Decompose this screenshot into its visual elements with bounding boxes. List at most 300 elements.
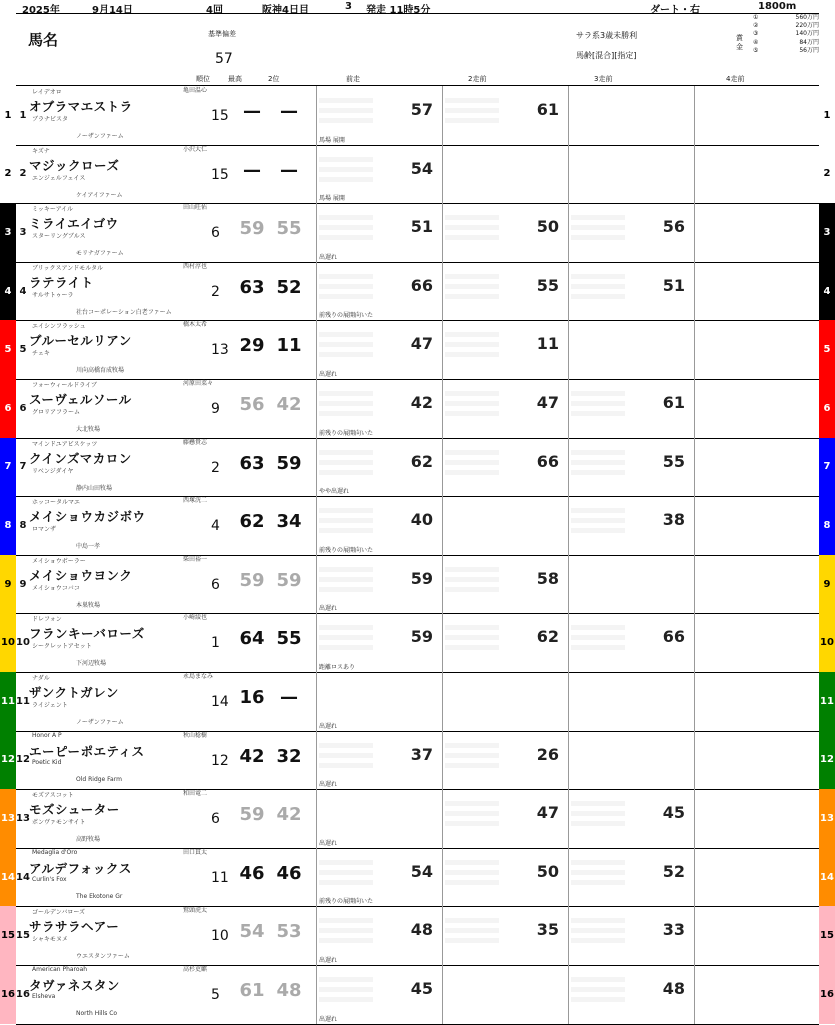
second-score: 59 — [276, 569, 302, 591]
past-race-detail — [571, 215, 625, 241]
side-number: 1 — [0, 86, 16, 145]
past-race-score: 55 — [662, 451, 685, 471]
horse-row — [16, 789, 819, 849]
side-number: 2 — [819, 145, 835, 204]
horse-number: 7 — [19, 461, 27, 473]
past-race-detail — [445, 215, 499, 241]
second-score: 34 — [276, 511, 302, 533]
horse-dam: Poetic Kid — [32, 758, 62, 766]
horse-number: 13 — [16, 812, 30, 824]
side-number: 13 — [819, 789, 835, 848]
past-race-score: 38 — [662, 510, 685, 530]
best-score: 62 — [239, 511, 265, 533]
horse-dam: ブラナビスタ — [32, 116, 69, 123]
past-race-1 — [316, 262, 443, 321]
horse-number: 3 — [19, 226, 27, 238]
past-race-2 — [442, 613, 569, 672]
horse-breeder: 社台コーポレーション白老ファーム — [76, 308, 172, 316]
side-number: 16 — [819, 965, 835, 1024]
past-race-score: 37 — [410, 744, 433, 764]
horse-number: 8 — [19, 519, 27, 531]
horse-dam: エンジェルフェイス — [32, 174, 86, 182]
jockey-name: 高杉吏麒 — [183, 966, 208, 973]
horse-sire: ホッコータルマエ — [32, 499, 81, 507]
horse-row — [16, 848, 819, 908]
side-number: 7 — [0, 438, 16, 497]
past-race-3 — [568, 965, 695, 1024]
past-race-3 — [568, 203, 695, 262]
jockey-name: 和田竜二 — [183, 790, 208, 798]
prize-item: ③ 140万円 — [753, 30, 819, 38]
horse-row — [16, 86, 819, 146]
second-score: 59 — [276, 452, 302, 474]
horse-row — [16, 965, 819, 1025]
horse-name: クインズマカロン — [29, 450, 132, 466]
past-race-1 — [316, 672, 443, 731]
past-race-detail — [319, 450, 373, 476]
past-race-detail — [319, 977, 373, 1003]
past-race-detail — [571, 391, 625, 417]
best-score: 59 — [239, 804, 265, 826]
past-race-detail — [445, 332, 499, 358]
rank-value: 6 — [211, 811, 220, 828]
past-race-3 — [568, 555, 695, 614]
rank-value: 10 — [211, 928, 229, 945]
past-race-score: 61 — [536, 100, 559, 119]
past-race-detail — [319, 332, 373, 358]
side-number: 9 — [819, 555, 835, 614]
horse-name: エーピーポエティス — [29, 743, 145, 759]
horse-number: 11 — [16, 695, 30, 707]
best-score: 63 — [239, 276, 265, 298]
past-race-4 — [694, 672, 819, 731]
weight-value: 57 — [215, 51, 233, 67]
horse-sire: ナダル — [32, 675, 50, 682]
past-race-detail — [445, 450, 499, 476]
horse-sire: ゴールデンバローズ — [32, 909, 86, 917]
horse-dam: スターリングブルス — [32, 233, 86, 241]
past-race-score: 45 — [410, 979, 433, 998]
side-number: 7 — [819, 438, 835, 497]
prev2-label: 2走前 — [468, 75, 487, 83]
past-race-1 — [316, 613, 443, 672]
second-score: 46 — [276, 862, 302, 884]
horse-name: ザンクトガレン — [29, 685, 119, 700]
second-score: — — [280, 687, 298, 708]
name-column-label: 馬名 — [28, 31, 59, 49]
horse-name: モズシューター — [29, 802, 120, 818]
past-race-2 — [442, 672, 569, 731]
past-race-1 — [316, 906, 443, 965]
race-round: 4回 — [206, 5, 223, 16]
past-race-comment: 出遅れ — [319, 956, 338, 964]
horse-dam: Curlin's Fox — [32, 875, 67, 883]
past-race-2 — [442, 731, 569, 790]
horse-breeder: ノーザンファーム — [76, 719, 124, 726]
best-score: 64 — [239, 628, 265, 650]
side-number: 4 — [0, 262, 16, 321]
past-race-score: 48 — [410, 920, 433, 940]
horse-sire: エイシンフラッシュ — [32, 323, 86, 331]
jockey-name: 藤懸貴志 — [183, 438, 208, 446]
past-race-3 — [568, 262, 695, 321]
horse-name: フランキーバローズ — [29, 626, 145, 642]
side-number: 13 — [0, 789, 16, 848]
horse-row — [16, 613, 819, 673]
past-race-detail — [445, 801, 499, 827]
past-race-score: 62 — [536, 627, 559, 647]
past-race-comment: 出遅れ — [319, 370, 338, 378]
past-race-score: 66 — [662, 627, 685, 647]
past-race-2 — [442, 789, 569, 848]
second-score: 42 — [276, 804, 302, 826]
past-race-detail — [571, 977, 625, 1003]
horse-dam: サルサトゥーラ — [32, 291, 74, 299]
side-number: 3 — [0, 203, 16, 262]
past-race-detail — [319, 918, 373, 944]
horse-breeder: Old Ridge Farm — [76, 775, 122, 783]
past-race-2 — [442, 965, 569, 1024]
past-race-comment: 前残りの展開向いた — [319, 898, 374, 906]
past-race-4 — [694, 262, 819, 321]
past-race-score: 47 — [536, 393, 559, 412]
horse-breeder: ウエスタンファーム — [76, 953, 130, 961]
past-race-2 — [442, 203, 569, 262]
past-race-detail — [571, 508, 625, 534]
race-number: 3 — [345, 1, 352, 12]
horse-dam: ボンヴァモンサイト — [32, 819, 86, 827]
prize-item: ① 560万円 — [753, 14, 819, 21]
past-race-4 — [694, 320, 819, 379]
side-number: 12 — [0, 731, 16, 790]
horse-name: アルデフォックス — [29, 860, 132, 876]
rank-value: 2 — [211, 283, 220, 300]
past-race-4 — [694, 379, 819, 438]
past-race-detail — [571, 918, 625, 944]
past-race-detail — [445, 567, 499, 593]
horse-breeder: 川向高橋育成牧場 — [76, 367, 125, 375]
past-race-score: 54 — [410, 158, 433, 178]
past-race-comment: 馬場 展開 — [319, 195, 345, 203]
horse-number: 15 — [16, 930, 30, 942]
best-score: — — [243, 101, 261, 122]
past-race-score: 59 — [410, 568, 433, 588]
past-race-score: 61 — [662, 393, 685, 412]
side-number: 14 — [0, 848, 16, 907]
past-race-2 — [442, 320, 569, 379]
second-score: 53 — [276, 921, 302, 943]
past-race-comment: 前残りの展開向いた — [319, 429, 374, 437]
past-race-score: 26 — [536, 744, 559, 764]
past-race-3 — [568, 438, 695, 497]
horse-dam: チェキ — [32, 350, 50, 358]
horse-dam: リベンジダイヤ — [32, 467, 74, 475]
jockey-name: 橋木太希 — [183, 321, 208, 329]
horse-sire: ブリックスアンドモルタル — [32, 264, 103, 272]
past-race-3 — [568, 613, 695, 672]
horse-row — [16, 203, 819, 263]
past-race-detail — [571, 274, 625, 300]
race-venue: 阪神4日目 — [262, 5, 309, 16]
past-race-2 — [442, 906, 569, 965]
rank-value: 6 — [211, 576, 220, 593]
jockey-name: 秋山稔樹 — [183, 731, 208, 739]
side-number: 5 — [819, 320, 835, 379]
horse-dam: ライジェント — [32, 702, 68, 709]
past-race-score: 35 — [536, 920, 559, 940]
horse-breeder: 大北牧場 — [76, 426, 101, 433]
rank-value: 2 — [211, 459, 220, 476]
horse-dam: メイショウコバコ — [32, 584, 80, 592]
horse-breeder: 高野牧場 — [76, 836, 101, 844]
jockey-name: 田山旺佑 — [183, 204, 208, 212]
prev3-label: 3走前 — [594, 75, 613, 83]
past-race-1 — [316, 848, 443, 907]
past-race-score: 50 — [536, 861, 559, 881]
past-race-detail — [319, 625, 373, 651]
side-number: 16 — [0, 965, 16, 1024]
race-header-bar — [0, 0, 835, 14]
side-number: 2 — [0, 145, 16, 204]
past-race-4 — [694, 731, 819, 790]
past-race-score: 48 — [662, 979, 685, 998]
past-race-score: 47 — [410, 334, 433, 354]
rank-value: 12 — [211, 752, 229, 769]
rank-value: 11 — [211, 869, 229, 886]
second-label: 2位 — [268, 75, 280, 83]
past-race-comment: 出遅れ — [319, 605, 338, 613]
jockey-name: 小沢大仁 — [183, 145, 208, 153]
horse-number: 6 — [19, 402, 27, 414]
side-number: 8 — [0, 496, 16, 555]
prize-item: ⑤ 56万円 — [753, 46, 819, 54]
past-race-3 — [568, 848, 695, 907]
best-score: 54 — [239, 921, 265, 943]
past-race-comment: 出遅れ — [319, 253, 338, 261]
side-number: 15 — [0, 906, 16, 965]
past-race-3 — [568, 320, 695, 379]
horse-name: マジックローズ — [29, 157, 120, 173]
second-score: 11 — [276, 335, 302, 357]
past-race-detail — [445, 918, 499, 944]
rank-label: 順位 — [196, 75, 210, 83]
horse-sire: American Pharoah — [32, 966, 88, 973]
past-race-detail — [319, 391, 373, 417]
past-race-comment: 出遅れ — [319, 1015, 338, 1023]
horse-sire: マインドユアビスケッツ — [32, 440, 98, 448]
past-race-comment: 出遅れ — [319, 722, 338, 730]
past-race-4 — [694, 496, 819, 555]
rank-value: 4 — [211, 518, 220, 535]
past-race-2 — [442, 86, 569, 145]
jockey-name: 亀田温心 — [183, 87, 208, 94]
past-race-detail — [319, 98, 373, 124]
past-race-score: 56 — [662, 217, 685, 237]
horse-breeder: 本巣牧場 — [76, 601, 101, 609]
horse-sire: Medaglia d'Oro — [32, 848, 78, 856]
horse-dam: Elsheva — [32, 993, 56, 1000]
horse-dam: ロマンザ — [32, 526, 57, 534]
jockey-name: 柴田裕一 — [183, 555, 208, 563]
side-number: 4 — [819, 262, 835, 321]
jockey-name: 鷲頭虎太 — [183, 907, 208, 915]
horse-number: 16 — [16, 988, 30, 1000]
side-number: 6 — [819, 379, 835, 438]
race-conditions: 馬齢[混合][指定] — [576, 51, 637, 60]
past-race-detail — [445, 98, 499, 124]
horse-row — [16, 555, 819, 615]
horse-name: ブルーセルリアン — [29, 333, 132, 349]
side-number: 10 — [819, 613, 835, 672]
best-score: 61 — [239, 980, 265, 1001]
past-race-1 — [316, 496, 443, 555]
past-race-1 — [316, 731, 443, 790]
horse-breeder: 中島一孝 — [76, 543, 101, 551]
horse-number: 10 — [16, 637, 30, 649]
past-race-comment: 出遅れ — [319, 781, 338, 789]
best-score: 59 — [239, 569, 265, 591]
horse-row — [16, 731, 819, 791]
horse-sire: レイデオロ — [32, 89, 62, 96]
distance: 1800m — [758, 1, 797, 12]
best-score: 29 — [239, 335, 265, 357]
past-race-detail — [319, 215, 373, 241]
past-race-score: 52 — [662, 861, 685, 881]
jockey-name: 永島まなみ — [183, 673, 214, 680]
table-header — [16, 14, 819, 86]
horse-row — [16, 496, 819, 556]
horse-name: ラテライト — [29, 274, 94, 290]
past-race-detail — [319, 743, 373, 769]
second-score: 42 — [276, 394, 302, 415]
past-race-detail — [571, 450, 625, 476]
prev-label: 前走 — [346, 75, 360, 83]
past-race-2 — [442, 145, 569, 204]
course-type: ダート・右 — [650, 5, 700, 16]
horse-breeder: ケイアイファーム — [76, 191, 123, 199]
jockey-name: 田口貫太 — [183, 848, 208, 856]
second-score: 55 — [276, 218, 302, 240]
past-race-detail — [319, 274, 373, 300]
past-race-comment: 距離ロスあり — [319, 663, 356, 671]
past-race-comment: 出遅れ — [319, 839, 338, 847]
horse-row — [16, 672, 819, 732]
second-score: 48 — [276, 980, 302, 1001]
past-race-4 — [694, 613, 819, 672]
past-race-2 — [442, 438, 569, 497]
horse-row — [16, 145, 819, 205]
side-number: 14 — [819, 848, 835, 907]
horse-number: 1 — [19, 109, 27, 121]
second-score: 52 — [276, 276, 302, 298]
past-race-score: 42 — [410, 393, 433, 412]
horse-row — [16, 262, 819, 322]
horse-name: スーヴェルソール — [29, 392, 132, 407]
rank-value: 15 — [211, 166, 229, 183]
race-class: サラ系3歳未勝利 — [576, 31, 638, 40]
past-race-3 — [568, 86, 695, 145]
horse-name: メイショウヨンク — [29, 567, 133, 583]
horse-sire: ミッキーアイル — [32, 206, 74, 214]
best-score: 59 — [239, 218, 265, 240]
past-race-3 — [568, 379, 695, 438]
horse-name: メイショウカジボウ — [29, 509, 146, 525]
horse-sire: ドレフォン — [32, 616, 62, 624]
horse-breeder: モリナガファーム — [76, 250, 124, 258]
past-race-3 — [568, 906, 695, 965]
past-race-score: 55 — [536, 275, 559, 295]
horse-row — [16, 320, 819, 380]
past-race-3 — [568, 145, 695, 204]
side-number: 9 — [0, 555, 16, 614]
past-race-1 — [316, 145, 443, 204]
past-race-detail — [445, 860, 499, 886]
past-race-detail — [571, 860, 625, 886]
horse-dam: グロリアフラーム — [32, 409, 81, 416]
side-number: 8 — [819, 496, 835, 555]
side-number: 11 — [819, 672, 835, 731]
side-number: 1 — [819, 86, 835, 145]
past-race-score: 54 — [410, 861, 433, 881]
horse-name: ミライエイゴウ — [29, 216, 119, 232]
past-race-detail — [445, 743, 499, 769]
past-race-1 — [316, 555, 443, 614]
best-score: — — [243, 159, 261, 181]
past-race-2 — [442, 848, 569, 907]
rank-value: 13 — [211, 342, 229, 359]
horse-dam: シークレットアセット — [32, 643, 92, 651]
past-race-2 — [442, 379, 569, 438]
jockey-name: 西塚洸二 — [183, 497, 208, 505]
horse-name: タヴァネスタン — [29, 978, 120, 993]
past-race-3 — [568, 731, 695, 790]
past-race-detail — [445, 625, 499, 651]
past-race-4 — [694, 438, 819, 497]
jockey-name: 河原田菜々 — [183, 380, 214, 387]
rank-value: 15 — [211, 108, 229, 124]
horse-breeder: ノーザンファーム — [76, 133, 124, 140]
horse-sire: メイショウボーラー — [32, 557, 86, 565]
second-score: — — [280, 159, 298, 181]
past-race-2 — [442, 262, 569, 321]
past-race-3 — [568, 496, 695, 555]
jockey-name: 小崎綾也 — [183, 614, 208, 622]
past-race-1 — [316, 86, 443, 145]
past-race-score: 57 — [410, 100, 433, 119]
side-number: 12 — [819, 731, 835, 790]
past-race-1 — [316, 965, 443, 1024]
second-score: 32 — [276, 745, 302, 767]
side-number: 11 — [0, 672, 16, 731]
past-race-1 — [316, 438, 443, 497]
past-race-4 — [694, 203, 819, 262]
past-race-score: 59 — [410, 627, 433, 647]
race-year: 2025年 — [22, 5, 60, 16]
horse-name: サラサラヘアー — [29, 919, 120, 935]
horse-number: 9 — [19, 578, 27, 590]
past-race-detail — [319, 860, 373, 886]
past-race-4 — [694, 906, 819, 965]
past-race-4 — [694, 789, 819, 848]
past-race-comment: やや出遅れ — [319, 488, 350, 496]
race-date: 9月14日 — [92, 5, 133, 16]
past-race-score: 50 — [536, 217, 559, 237]
prize-label: 賞金 — [736, 34, 743, 51]
past-race-2 — [442, 555, 569, 614]
past-race-score: 58 — [536, 568, 559, 588]
best-score: 63 — [239, 452, 265, 474]
horse-name: オブラマエストラ — [29, 99, 133, 114]
